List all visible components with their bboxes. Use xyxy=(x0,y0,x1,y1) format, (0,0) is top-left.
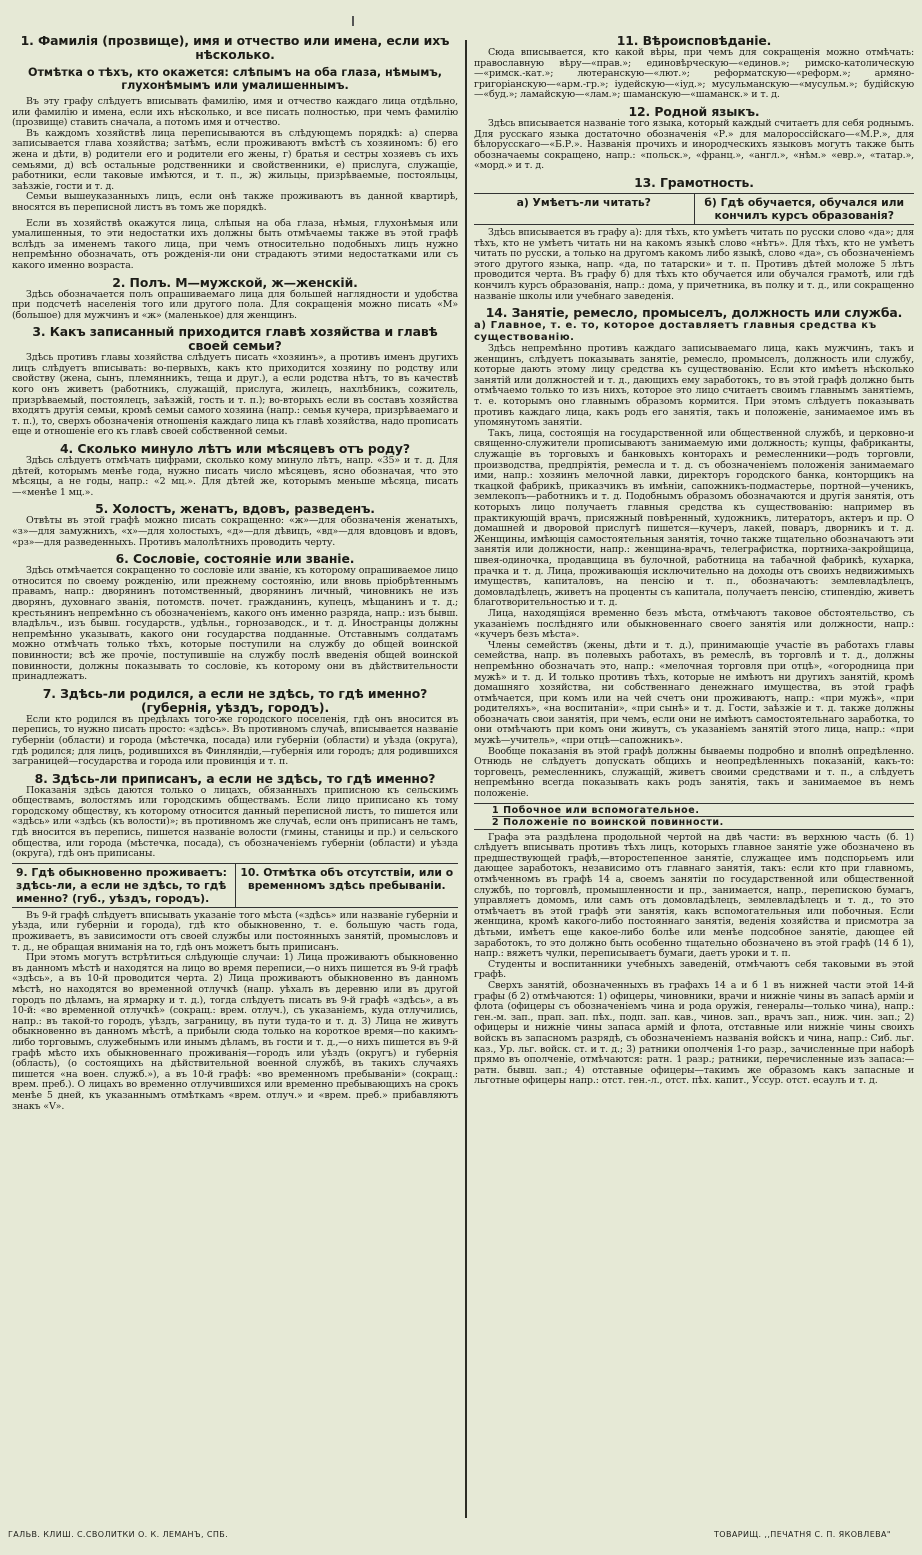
section-5-para-1: Отвѣты въ этой графѣ можно писать сокращенно: «ж»—для обозначенія женатыхъ, «з»—для замужнихъ, «х»—для холостыхъ, «д»—для дѣвицъ, «вд»—для вдовцовъ и вдовъ, «рз»—для разведенныхъ. Противъ малолѣтнихъ проводить черту. xyxy=(12,515,458,548)
section-14-para-6: Графа эта раздѣлена продольной чертой на двѣ части: въ верхнюю часть (б. 1) слѣдуетъ вписывать противъ тѣхъ лицъ, которыхъ главное занятіе уже обозначено въ предшествующей графѣ,—второстепенное занятіе, служащее имъ подспорьемъ или дающее заработокъ, независимо отъ главнаго занятія, такъ: если кто при главномъ, отмѣченномъ въ графѣ 14 а, своемъ занятіи по государственной или общественной службѣ, по торговлѣ, промышленности и пр., занимается, напр., перепискою бумагъ, управляетъ домомъ, или самъ отъ домовладѣлецъ, землевладѣлецъ и т. д., то это отмѣчаетъ въ этой графѣ эти занятія, какъ вспомогательныя или побочныя. Если женщина, кромѣ какого-либо постояннаго занятія, веденія хозяйства и присмотра за дѣтьми, имѣетъ еще какое-либо болѣе или менѣе подсобное занятіе, дающее ей заработокъ, то это должно быть особенно тщательно обозначено въ этой графѣ (14 б 1), напр.: вяжетъ чулки, переписываетъ бумаги, даетъ уроки и т. п. xyxy=(474,831,914,960)
left-column xyxy=(12,34,458,1112)
section-13-header xyxy=(474,193,914,225)
footer-printer-right: ТОВАРИЩ. ,,ПЕЧАТНЯ С. П. ЯКОВЛЕВА" xyxy=(714,1530,892,1539)
section-1-subtitle: Отмѣтка о тѣхъ, кто окажется: слѣпымъ на оба глаза, нѣмымъ, глухонѣмымъ или умалишеннымъ. xyxy=(27,66,443,92)
section-9-para-1: Въ 9-й графѣ слѣдуетъ вписывать указаніе того мѣста («здѣсь» или названіе губерніи и уѣзда, или губерніи и города), гдѣ кто обыкновенно, т. е. большую часть года, проживаетъ, въ зависимости отъ своей службы или постоянныхъ занятій, промысловъ и т. д., не обращая вниманія на то, гдѣ онъ можетъ быть приписанъ. xyxy=(12,909,458,953)
section-14-para-1: Здѣсь непремѣнно противъ каждаго записываемаго лица, какъ мужчинъ, такъ и женщинъ, слѣдуетъ показывать занятіе, ремесло, промыселъ, должность или службу, которые даютъ этому лицу средства къ существованію. Если кто имѣетъ нѣсколько занятій или должностей и т. д., дающихъ ему заработокъ, то въ этой графѣ должно быть отмѣчаемо только то изъ нихъ, которое это лицо считаетъ своимъ главнымъ занятіемъ, т. е. которымъ оно главнымъ образомъ кормится. При этомъ слѣдуетъ показывать противъ каждаго лица, какъ родъ его занятія, такъ и положеніе, занимаемое имъ въ упомянутомъ занятіи. xyxy=(474,343,914,429)
section-11-para-1: Сюда вписывается, кто какой вѣры, при чемъ для сокращенія можно отмѣчать: православную вѣру—«прав.»; единовѣрческую—«единов.»; римско-католическую—«римск.-кат.»; лютеранскую—«лют.»; реформатскую—«реформ.»; армяно-григоріанскую—«арм.-гр.»; іудейскую—«іуд.»; мусульманскую—«мусульм.»; будійскую—«буд.»; ламайскую—«лам.»; шаманскую—«шаманск.» и т. д. xyxy=(474,47,914,101)
top-mark xyxy=(352,16,354,26)
section-8-para-1: Показанія здѣсь даются только о лицахъ, обязанныхъ приписною къ сельскимъ обществамъ, волостямъ или городскимъ обществамъ. Если лицо приписано къ тому городскому обществу, къ которому относится данный переписной листъ, то пишется или «здѣсь» или «здѣсь (къ волости)»; въ противномъ же случаѣ, если онъ приписанъ не тамъ, гдѣ вносится въ перепись, пишется названіе волости (гмины, станицы и пр.) и сельского общества, или города (мѣстечка, посада), съ обозначеніемъ губерніи (области) и уѣзда (округа), гдѣ онъ приписаны. xyxy=(12,784,458,860)
section-3-para-1: Здѣсь противъ главы хозяйства слѣдуетъ писать «хозяинъ», а противъ именъ другихъ лицъ слѣдуетъ вписывать: во-первыхъ, какъ кто приходится хозяину по родству или свойству (жена, сынъ, племянникъ, теща и друг.), а если родства нѣтъ, то въ качествѣ кого онъ живетъ (работникъ, служащій, прислуга, жилецъ, нахлѣбникъ, сожитель, призрѣваемый, постоялецъ, заѣзжій, гость и т. п.); во-вторыхъ если въ составъ хозяйства входятъ другія семьи, кромѣ семьи самого хозяина (напр.: семья кучера, призрѣваемаго и т. п.), то, сверхъ обозначенія отношенія каждаго лица къ главѣ хозяйства, надо прописать еще и отношеніе его къ главѣ своей собственной семьи. xyxy=(12,352,458,438)
section-6-para-1: Здѣсь отмѣчается сокращенно то сословіе или званіе, къ которому опрашиваемое лицо относится по своему рожденію, или прежнему состоянію, или вновь пріобрѣтеннымъ правамъ, напр.: дворянинъ потомственный, дворянинъ личный, чиновникъ не изъ дворянъ, духовнаго званія, потомств. почет. гражданинъ, купецъ, мѣщанинъ и т. д.; крестьянинъ непремѣнно съ обозначеніемъ, какого онъ именно разряда, напр.: изъ бывш. владѣльч., изъ бывш. государств., удѣльн., горнозаводск., и т. д. Иностранцы должны непремѣнно указывать, какого они государства подданные. Отставнымъ солдатамъ можно отмѣчать только тѣхъ, которые поступили на службу до общей воинской повинности; всѣ же прочіе, поступившіе на службу послѣ введенія общей воинской повинности, должны показывать то сословіе, къ которому они въ дѣйствительности принадлежатъ. xyxy=(12,565,458,683)
section-14-para-7: Студенты и воспитанники учебныхъ заведеній, отмѣчаютъ себя таковыми въ этой графѣ. xyxy=(474,958,914,981)
section-5-title: 5. Холостъ, женатъ, вдовъ, разведенъ. xyxy=(95,501,375,517)
section-12-para-1: Здѣсь вписывается названіе того языка, который каждый считаетъ для себя роднымъ. Для русскаго языка достаточно обозначенія «Р.» для малороссійскаго—«М.Р.», для бѣлорусскаго—«Б.Р.». Названія прочихъ и инородческихъ языковъ могутъ также быть обозначаемы сокращено, напр.: «польск.», «франц.», «англ.», «нѣм.» «евр.», «татар.», «морд.» и т. д. xyxy=(474,117,914,172)
section-11-title: 11. Вѣроисповѣданіе. xyxy=(616,34,772,48)
section-2-para-1: Здѣсь обозначается полъ опрашиваемаго лица для большей наглядности и удобства при подсчетѣ населенія того или другого пола. Для сокращенія можно писать «М» (большое) для мужчинъ и «ж» (маленькое) для женщинъ. xyxy=(12,288,458,321)
section-14-para-4: Члены семействъ (жены, дѣти и т. д.), принимающіе участіе въ работахъ главы семейства, напр. въ полевыхъ работахъ, въ ремеслѣ, въ торговлѣ и т. д., должны непремѣнно обозначать это, напр.: «мелочная торговля при отцѣ», «огородница при мужѣ» и т. д. И только противъ тѣхъ, которые не имѣютъ ни другихъ занятій, кромѣ домашняго хозяйства, ни собственнаго денежнаго имущества, въ этой графѣ отмѣчается, при комъ или на чей счетъ они проживаютъ, напр.: «при мужѣ», «при родителяхъ», «на воспитаніи», «при сынѣ» и т. д. Гости, заѣзжіе и т. д. также должны обозначать свои занятія, при чемъ, если они не имѣютъ самостоятельнаго заработка, то они отмѣчаютъ при комъ они живутъ, съ указаніемъ занятій этого лица, напр.: «при мужѣ—учитель», «при отцѣ—сапожникъ». xyxy=(474,639,914,747)
section-14-para-8: Сверхъ занятій, обозначенныхъ въ графахъ 14 а и б 1 въ нижней части этой 14-й графы (б 2) отмѣчаются: 1) офицеры, чиновники, врачи и нижніе чины въ запасѣ арміи и флота (офицеры съ обозначеніемъ чина и рода оружія, генералы—только чина), напр.: ген.-м. зап., прап. зап. пѣх., подп. зап. кав., чинов. зап., врачъ зап., ниж. чин. зап.; 2) офицеры и нижніе чины запаса армій и флота, отставные или нижніе чины своихъ войскъ въ запасномъ разрядѣ, съ обозначеніемъ названія войскъ и чина, напр.: Сиб. льг. каз., Ур. льг. войск. ст. и т. д.; 3) ратники ополченія 1-го разр., зачисленные при наборѣ прямо въ ополченіе, отмѣчаются: ратн. 1 разр.; ратники, перечисленные изъ запаса:—ратн. бывш. зап.; 4) отставные офицеры—такимъ же образомъ какъ запасные и льготные офицеры напр.: отст. ген.-л., отст. пѣх. капит., Уссур. отст. есаулъ и т. д. xyxy=(474,979,914,1087)
section-9-10-header xyxy=(12,863,458,908)
section-13-para-1: Здѣсь вписывается въ графу а): для тѣхъ, кто умѣетъ читать по русски слово «да»; для тѣхъ, кто не умѣетъ читать ни на какомъ языкѣ слово «нѣтъ». Для тѣхъ, кто не умѣетъ читать по русски, а только на другомъ какомъ либо языкѣ, слово «да», съ обозначеніемъ этого другого языка, напр. «да, по татарски» и т. п. Противъ дѣтей моложе 5 лѣтъ проводится черта. Въ графу б) для тѣхъ кто обучается или обучался грамотѣ, или гдѣ кончилъ курсъ образованія, напр.: дома, у причетника, въ полку и т. д., или сокращенно названіе школы или учебнаго заведенія. xyxy=(474,226,914,302)
section-7-para-1: Если кто родился въ предѣлахъ того-же городского поселенія, гдѣ онъ вносится въ перепись, то нужно писать просто: «здѣсь». Въ противномъ случаѣ, вписывается названіе губерніи (области) и города (мѣстечка, посада) или губерніи (области) и уѣзда (округа), гдѣ родился; для лицъ, родившихся въ Финляндіи,—губернія или городъ; для родившихся заграницей—государства и города или провинція и т. п. xyxy=(12,713,458,768)
section-9-para-2: При этомъ могутъ встрѣтиться слѣдующіе случаи: 1) Лица проживаютъ обыкновенно въ данномъ мѣстѣ и находятся на лицо во время переписи,—о нихъ пишется въ 9-й графѣ «здѣсь», а въ 10-й проводится черта. 2) Лица проживаютъ обыкновенно въ данномъ мѣстѣ, но находятся во временной отлучкѣ (напр. уѣхалъ въ деревню или въ другой городъ по дѣламъ, на ярмарку и т. д.), тогда слѣдуетъ писать въ 9-й графѣ «здѣсь», а въ 10-й: «во временной отлучкѣ» (сокращ.: врем. отлуч.), съ указаніемъ, куда отлучились, напр.: въ такой-то городъ, уѣздъ, заграницу, въ пути туда-то и т. д. 3) Лица не живутъ обыкновенно въ данномъ мѣстѣ, а прибыли сюда только на короткое время—по какимъ-либо торговымъ, служебнымъ или инымъ дѣламъ, въ гости и т. д.,—о нихъ пишется въ 9-й графѣ мѣсто ихъ обыкновеннаго проживанія—городъ или уѣздъ (округъ) и губернія (область), (о состоящихъ на дѣйствительной военной службѣ, въ такихъ случаяхъ пишется «на воен. служб.»), а въ 10-й графѣ: «во временномъ пребываніи» (сокращ.: врем. преб.). О лицахъ во временно отлучившихся или временно пребывающихъ на срокъ менѣе 5 дней, къ указаннымъ отмѣткамъ «врем. отлуч.» и «врем. преб.» прибавляютъ знакъ «V». xyxy=(12,952,458,1112)
section-14-title: 14. Занятіе, ремесло, промыселъ, должность или служба. xyxy=(485,305,903,321)
section-1-para-4: Если въ хозяйствѣ окажутся лица, слѣпыя на оба глаза, нѣмыя, глухонѣмыя или умалишенныя, то эти недостатки ихъ должны быть отмѣчаемы также въ этой графѣ вслѣдъ за именемъ такого лица, при чемъ относительно подобныхъ лицъ нужно непремѣнно обозначать, отъ рожденія-ли они страдаютъ этими недостатками или съ какого именно возраста. xyxy=(12,217,458,271)
section-4-title: 4. Сколько минуло лѣтъ или мѣсяцевъ отъ роду? xyxy=(60,441,410,457)
section-14-para-3: Лица, находящіяся временно безъ мѣста, отмѣчаютъ таковое обстоятельство, съ указаніемъ послѣдняго или обыкновеннаго своего занятія или должности, напр.: «кучеръ безъ мѣста». xyxy=(474,607,914,641)
section-1-para-3: Семьи вышеуказанныхъ лицъ, если онѣ также проживаютъ въ данной квартирѣ, вносятся въ переписной листъ въ томъ же порядкѣ. xyxy=(12,191,458,213)
section-14-b2: 2 Положеніе по воинской повинности. xyxy=(492,816,914,828)
section-8-title: 8. Здѣсь-ли приписанъ, а если не здѣсь, то гдѣ именно? xyxy=(34,770,436,786)
section-14-para-2: Такъ, лица, состоящія на государственной или общественной службѣ, и церковно-и священно-служители прописываютъ занимаемую ими должность; купцы, фабриканты, служащіе въ торговыхъ и банковыхъ конторахъ и ремесленники—родъ торговли, производства, предпріятія, ремесла и т. д. съ обозначеніемъ положенія занимаемаго ими, напр.: хозяинъ мелочной лавки, директоръ городского банка, конторщикъ на ткацкой фабрикѣ, приказчикъ въ имѣніи, сапожникъ-подмастерье, портной—ученикъ, землекопъ—работникъ и т. д. Подобнымъ образомъ обозначаются и другія занятія, отъ которыхъ лицо получаетъ главныя средства къ существованію: например въ практикующій врачъ, присяжный повѣренный, художникъ, литераторъ, актеръ и пр. О домашней и дворовой прислугѣ пишется—кучеръ, лакей, поваръ, дворникъ и т. д. Женщины, имѣющія самостоятельныя занятія, точно также тщательно обозначаютъ эти занятія или должности, напр.: женщина-врачъ, телеграфистка, портниха-закройщица, швея-одиночка, продавщица въ булочной, работница на табачной фабрикѣ, кухарка, прачка и т. д. Лица, проживающія исключительно на доходы отъ своихъ недвижимыхъ имуществъ, капиталовъ, на пенсію и т. п., обозначаютъ: землевладѣлецъ, домовладѣлецъ, живетъ на проценты съ капитала, получаетъ пенсію, стипендію, живетъ благотворительностью и т. д. xyxy=(474,427,914,609)
section-4-para-1: Здѣсь слѣдуетъ отмѣчать цифрами, сколько кому минуло лѣтъ, напр. «35» и т. д. Для дѣтей, которымъ менѣе года, нужно писать число мѣсяцевъ, ясно обозначая, что это мѣсяцы, а не годы, напр.: «2 мц.». Для дѣтей же, которымъ меньше мѣсяца, писать—«менѣе 1 мц.». xyxy=(12,455,458,498)
section-7-title: 7. Здѣсь-ли родился, а если не здѣсь, то гдѣ именно? (губернія, уѣздъ, городъ). xyxy=(42,685,428,715)
right-column xyxy=(474,34,914,1087)
section-14-para-5: Вообще показанія въ этой графѣ должны бываемы подробно и вполнѣ опредѣленно. Отнюдь не слѣдуетъ допускать общихъ и неопредѣленныхъ показаній, какъ-то: торговецъ, ремесленникъ, служащій, живетъ своими средствами и т. п., а слѣдуетъ непремѣнно всегда показывать какъ родъ занятія, такъ и занимаемое въ немъ положеніе. xyxy=(474,745,914,800)
section-13-b: б) Гдѣ обучается, обучался или кончилъ курсъ образованія? xyxy=(704,195,905,222)
section-9-title: 9. Гдѣ обыкновенно проживаетъ: здѣсь-ли, а если не здѣсь, то гдѣ именно? (губ., уѣздъ, городъ). xyxy=(16,865,227,905)
section-10-title: 10. Отмѣтка объ отсутствіи, или о временномъ здѣсь пребываніи. xyxy=(240,865,454,892)
section-13-a: а) Умѣетъ-ли читать? xyxy=(516,195,651,209)
section-1-para-1: Въ эту графу слѣдуетъ вписывать фамилію, имя и отчество каждаго лица отдѣльно, или фамилію и имена, если ихъ нѣсколько, и все писать полностью, при чемъ фамилію (прозвище) ставить сначала, а потомъ имя и отчество. xyxy=(12,96,458,129)
section-1-title: 1. Фамилія (прозвище), имя и отчество или имена, если ихъ нѣсколько. xyxy=(20,34,450,62)
section-1-para-2: Въ каждомъ хозяйствѣ лица переписываются въ слѣдующемъ порядкѣ: а) сперва записывается глава хозяйства; затѣмъ, если проживаютъ вмѣстѣ съ хозяиномъ: б) его жена и дѣти, в) родители его и родители его жены, г) братья и сестры хозяевъ съ ихъ семьями, д) всѣ остальные родственники и свойственники, е) прислуга, служащіе, работники, если таковые имѣются, и т. п., ж) жильцы, призрѣваемые, постояльцы, заѣзжіе, гости и т. д. xyxy=(12,127,458,192)
section-6-title: 6. Сословіе, состояніе или званіе. xyxy=(115,551,355,567)
section-3-title: 3. Какъ записанный приходится главѣ хозяйства и главѣ своей семьи? xyxy=(32,324,438,354)
column-divider xyxy=(465,40,467,1518)
section-14-b-header xyxy=(474,803,914,830)
section-13-title: 13. Грамотность. xyxy=(634,174,754,190)
section-12-title: 12. Родной языкъ. xyxy=(628,103,760,119)
footer-printer-left: ГАЛЬВ. КЛИШ. С.СВОЛИТКИ О. К. ЛЕМАНЪ, СПБ. xyxy=(8,1530,229,1539)
section-14-a: а) Главное, т. е. то, которое доставляетъ главныя средства къ существованію. xyxy=(474,320,877,344)
section-14-b1: 1 Побочное или вспомогательное. xyxy=(492,804,700,816)
section-2-title: 2. Полъ. М—мужской, ж—женскій. xyxy=(112,274,358,290)
